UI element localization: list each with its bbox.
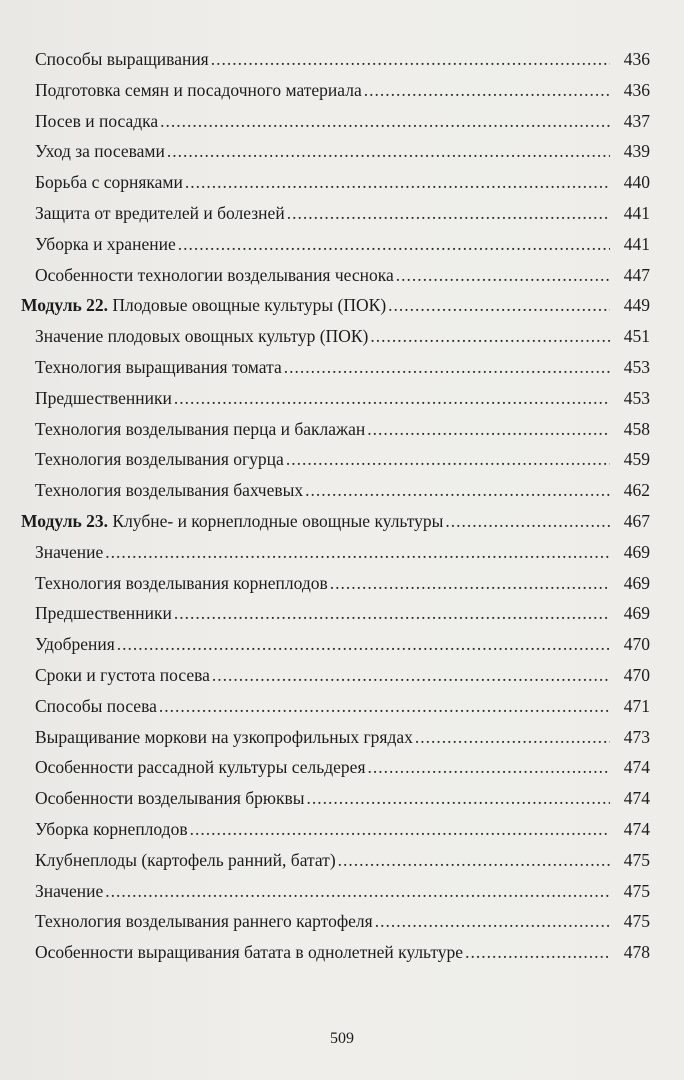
toc-module-heading xyxy=(0,290,684,321)
toc-page-number: 470 xyxy=(623,664,650,685)
dot-leader xyxy=(212,660,610,691)
toc-entry-title: Уборка корнеплодов xyxy=(35,818,188,839)
toc-entry-title: Уборка и хранение xyxy=(35,233,176,254)
toc-page-number: 478 xyxy=(623,942,650,963)
toc-page-number: 469 xyxy=(623,541,650,562)
dot-leader xyxy=(415,722,610,753)
toc-entry-title: Технология возделывания корнеплодов xyxy=(35,572,328,593)
toc-entry xyxy=(0,906,684,937)
toc-page-number: 469 xyxy=(623,572,650,593)
dot-leader xyxy=(396,260,610,291)
dot-leader xyxy=(159,691,610,722)
dot-leader xyxy=(185,167,610,198)
toc-page-number: 471 xyxy=(623,695,650,716)
toc-entry xyxy=(0,660,684,691)
toc-entry-title: Особенности возделывания брюквы xyxy=(35,788,305,809)
toc-entry xyxy=(0,783,684,814)
toc-entry-title: Технология выращивания томата xyxy=(35,356,282,377)
dot-leader xyxy=(368,752,611,783)
toc-entry-title: Технология возделывания перца и баклажан xyxy=(35,418,366,439)
toc-entry-title: Особенности рассадной культуры сельдерея xyxy=(35,757,366,778)
toc-entry-title: Предшественники xyxy=(35,603,172,624)
toc-page-number: 437 xyxy=(623,110,650,131)
toc-entry-title: Значение плодовых овощных культур (ПОК) xyxy=(35,326,369,347)
dot-leader xyxy=(367,414,610,445)
dot-leader xyxy=(178,229,610,260)
toc-entry xyxy=(0,876,684,907)
module-title: Клубне- и корнеплодные овощные культуры xyxy=(108,510,444,531)
toc-entry xyxy=(0,383,684,414)
toc-entry xyxy=(0,414,684,445)
table-of-contents xyxy=(0,44,684,968)
toc-entry xyxy=(0,136,684,167)
toc-page-number: 447 xyxy=(623,264,650,285)
toc-page-number: 473 xyxy=(623,726,650,747)
page-number: 509 xyxy=(330,1030,354,1047)
toc-entry-title: Уход за посевами xyxy=(35,141,165,162)
dot-leader xyxy=(388,290,610,321)
dot-leader xyxy=(465,937,610,968)
toc-page-number: 436 xyxy=(623,49,650,69)
toc-entry xyxy=(0,321,684,352)
toc-page-number: 469 xyxy=(623,603,650,624)
toc-page-number: 441 xyxy=(623,233,650,254)
dot-leader xyxy=(190,814,610,845)
toc-page-number: 440 xyxy=(623,172,650,193)
toc-entry xyxy=(0,629,684,660)
dot-leader xyxy=(287,198,610,229)
toc-entry xyxy=(0,352,684,383)
toc-page-number: 459 xyxy=(623,449,650,470)
toc-entry xyxy=(0,722,684,753)
dot-leader xyxy=(338,845,610,876)
toc-entry-title xyxy=(21,290,386,321)
toc-entry-title: Особенности выращивания батата в однолетней культуре xyxy=(35,942,464,963)
toc-entry xyxy=(0,106,684,137)
toc-entry-title: Подготовка семян и посадочного материала xyxy=(35,79,362,100)
dot-leader xyxy=(167,136,610,167)
module-label: Модуль 23. xyxy=(21,510,109,531)
toc-entry-title: Технология возделывания раннего картофеля xyxy=(35,911,373,932)
toc-entry xyxy=(0,198,684,229)
toc-entry-title: Предшественники xyxy=(35,387,172,408)
dot-leader xyxy=(307,783,610,814)
toc-page-number: 439 xyxy=(623,141,650,162)
toc-entry-title: Особенности технологии возделывания чеснока xyxy=(35,264,394,285)
toc-entry xyxy=(0,167,684,198)
dot-leader xyxy=(105,876,610,907)
toc-entry-title: Технология возделывания бахчевых xyxy=(35,480,304,501)
dot-leader xyxy=(375,906,610,937)
toc-entry xyxy=(0,752,684,783)
toc-entry xyxy=(0,845,684,876)
toc-entry xyxy=(0,260,684,291)
dot-leader xyxy=(174,598,610,629)
dot-leader xyxy=(330,568,610,599)
toc-page-number: 467 xyxy=(623,510,650,531)
toc-page-number: 449 xyxy=(623,295,650,316)
toc-entry-title: Удобрения xyxy=(35,634,115,655)
toc-page-number: 470 xyxy=(623,634,650,655)
toc-entry xyxy=(0,475,684,506)
toc-entry xyxy=(0,814,684,845)
toc-entry xyxy=(0,598,684,629)
toc-entry-title: Сроки и густота посева xyxy=(35,664,210,685)
toc-entry xyxy=(0,229,684,260)
dot-leader xyxy=(445,506,610,537)
dot-leader xyxy=(105,537,610,568)
toc-page-number: 453 xyxy=(623,356,650,377)
toc-page-number: 441 xyxy=(623,202,650,223)
toc-entry-title: Клубнеплоды (картофель ранний, батат) xyxy=(35,849,336,870)
toc-entry-title: Значение xyxy=(35,880,104,901)
module-title: Плодовые овощные культуры (ПОК) xyxy=(108,295,387,316)
toc-entry-title: Способы посева xyxy=(35,695,157,716)
toc-page-number: 474 xyxy=(623,818,650,839)
toc-entry xyxy=(0,75,684,106)
toc-page-number: 436 xyxy=(623,79,650,100)
dot-leader xyxy=(160,106,610,137)
toc-entry-title: Значение xyxy=(35,541,104,562)
toc-entry-title: Посев и посадка xyxy=(35,110,159,131)
toc-entry-title: Выращивание моркови на узкопрофильных грядах xyxy=(35,726,413,747)
toc-page-number: 462 xyxy=(623,480,650,501)
dot-leader xyxy=(370,321,610,352)
dot-leader xyxy=(284,352,610,383)
toc-entry xyxy=(0,568,684,599)
toc-page-number: 474 xyxy=(623,757,650,778)
dot-leader xyxy=(286,444,610,475)
module-label: Модуль 22. xyxy=(21,295,109,316)
toc-entry-title: Защита от вредителей и болезней xyxy=(35,202,285,223)
toc-entry xyxy=(0,537,684,568)
toc-page-number: 475 xyxy=(623,911,650,932)
toc-page-number: 458 xyxy=(623,418,650,439)
toc-entry xyxy=(0,44,684,75)
toc-page-number: 453 xyxy=(623,387,650,408)
toc-page-number: 475 xyxy=(623,880,650,901)
dot-leader xyxy=(364,75,610,106)
toc-entry-title xyxy=(21,506,443,537)
dot-leader xyxy=(117,629,610,660)
toc-entry xyxy=(0,691,684,722)
toc-entry xyxy=(0,444,684,475)
dot-leader xyxy=(305,475,610,506)
toc-entry-title: Борьба с сорняками xyxy=(35,172,183,193)
toc-module-heading xyxy=(0,506,684,537)
toc-page-number: 474 xyxy=(623,788,650,809)
toc-entry-title: Технология возделывания огурца xyxy=(35,449,284,470)
toc-entry-title: Способы выращивания xyxy=(35,49,209,69)
dot-leader xyxy=(211,44,610,75)
toc-entry xyxy=(0,937,684,968)
toc-page-number: 475 xyxy=(623,849,650,870)
toc-page-number: 451 xyxy=(623,326,650,347)
dot-leader xyxy=(174,383,610,414)
